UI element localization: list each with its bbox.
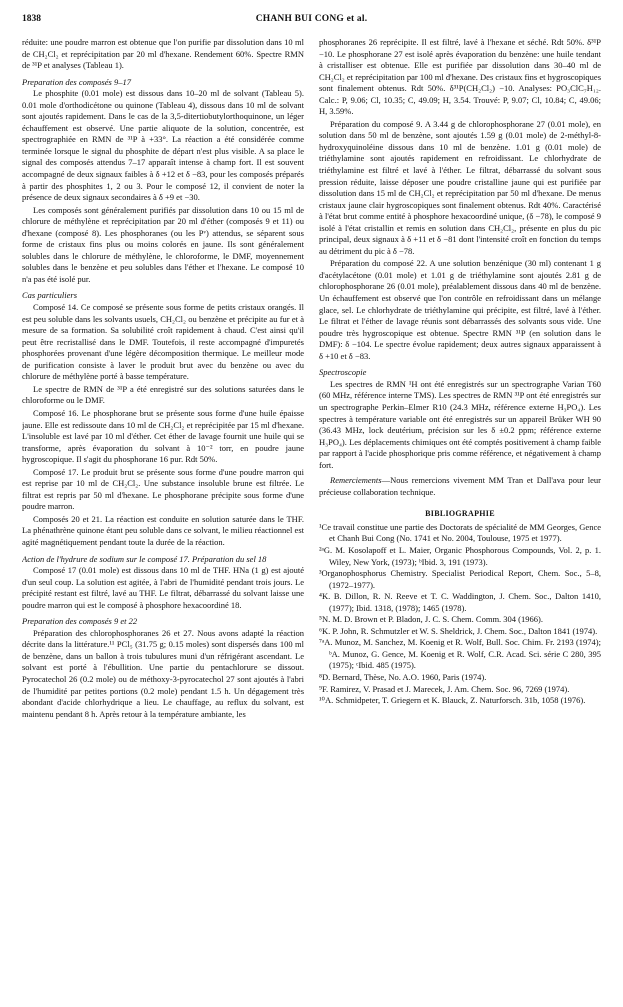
body-paragraph: phosphoranes 26 reprécipite. Il est filtré, lavé à l'hexane et séché. Rdt 50%. δ³¹P −10. Le phosphorane 27 est isolé après évaporation du benzène: une huile tendant à cristalliser est obtenue. Elle est purifiée par dissolution dans 30–40 ml de CH₂Cl₂ et reprécipitation par 100 ml d'hexane. Des cristaux fins et hygroscopiques sont finalement obtenus. Rdt 50%. δ³¹P(CH₂Cl₂) −10. Analyses: PO₃ClC₇H₁₂. Calc.: P, 9.06; Cl, 10.35; C, 49.09; H, 3.54. Trouvé: P, 9.07; Cl, 10.84; C, 49.06; H, 3.59%. <box>319 37 601 117</box>
bibliography-list <box>319 522 601 707</box>
bibliography-title: BIBLIOGRAPHIE <box>425 509 495 519</box>
reference-item: ⁶K. P. John, R. Schmutzler et W. S. Sheldrick, J. Chem. Soc., Dalton 1841 (1974). <box>319 625 598 636</box>
acknowledgement <box>319 475 601 498</box>
running-header <box>22 14 601 28</box>
body-paragraph: Le phosphite (0.01 mole) est dissous dans 10–20 ml de solvant (Tableau 5). 0.01 mole d'orthodicétone ou quinone (Tableau 4), dissous dans 10 ml de solvant sont ajoutés rapidement. Dans le cas de la 3,5-ditertiobutylorthoquinone, un léger échauffement est observé. Une partie aliquote de la solution, concentrée, est spectrographiée en RMN de ³¹P à +33°. La réaction a été considérée comme terminée lorsque le signal du phosphite de départ n'est plus visible. A sa place le signal des composés attendus 7–17 apparaît intense à champ fort. Il est souvent accompagné de deux signaux faibles à δ +12 et δ −83, pour les composés préparés à partir des phosphites 1, 2 ou 3. Pour le composé 12, il convient de noter la présence de deux signaux secondaires à δ +9 et −30. <box>22 88 304 203</box>
page-number: 1838 <box>22 14 41 24</box>
body-paragraph: Composé 14. Ce composé se présente sous forme de petits cristaux orangés. Il est peu soluble dans les solvants usuels, CH₂Cl₂ ou benzène et précipite au fur et à mesure de sa formation. Sa solubilité croît rapidement à chaud. C'est ainsi qu'il peut être recristallisé dans le DMF. Toutefois, il reste accompagné d'impuretés phosphorées provenant d'une légère décomposition thermique. Le meilleur mode de purification consiste à laver le produit brut avec du benzène ou avec du chlorure de méthylène porté à basse température. <box>22 302 304 382</box>
section-heading: Preparation des composés 9 et 22 <box>22 616 138 627</box>
left-column <box>22 37 304 997</box>
reference-item: ⁹F. Ramirez, V. Prasad et J. Marecek, J. Am. Chem. Soc. 96, 7269 (1974). <box>319 683 570 694</box>
body-paragraph: Préparation du composé 22. A une solution benzénique (30 ml) contenant 1 g d'acétylacétone (0.01 mole) et 1.01 g de triéthylamine sont ajoutés 2.81 g de chlorophosphorane 26 (0.01 mole), préalablement dissous dans 40 ml de benzène. Un échauffement est observé que l'on contrôle en refroidissant dans un mélange glace, sel. Le chlorhydrate de triéthylamine qui précipite, est filtré, lavé à l'éther. Le filtrat et l'éther de lavage réunis sont débarrassés des solvants sous vide. Une poudre très hygroscopique est obtenue. Spectre RMN ³¹P (en solution dans le DMF): δ −104. Le spectre évolue rapidement; deux autres signaux apparaissent à δ +10 et δ −83. <box>319 258 601 361</box>
reference-item: ¹⁰A. Schmidpeter, T. Griegern et K. Blauck, Z. Naturforsch. 31b, 1058 (1976). <box>319 695 586 706</box>
section-heading: Cas particuliers <box>22 290 78 301</box>
section-heading: Preparation des composés 9–17 <box>22 76 131 87</box>
running-title: CHANH BUI CONG et al. <box>255 14 368 24</box>
body-paragraph: Composé 17. Le produit brut se présente sous forme d'une poudre marron qui est reprise par 10 ml de CH₂Cl₂. Une substance insoluble brune est filtrée. Le filtrat est repris par 50 ml d'hexane. Le phosphorane précipite sous forme d'une poudre marron. <box>22 466 304 512</box>
section-heading: Spectroscopie <box>319 367 367 378</box>
acknowledgement-label: Remerciements <box>330 475 382 486</box>
right-column-body <box>319 37 601 471</box>
body-paragraph: Préparation du composé 9. A 3.44 g de chlorophosphorane 27 (0.01 mole), en solution dans 50 ml de benzène, sont ajoutés 1.59 g (0.01 mole) de 2-méthyl-8-hydroxyquinoléine dissous dans 10 ml de benzène. 1.01 g (0.01 mole) de triéthylamine sont ajoutés rapidement en refroidissant. Le chlorhydrate de triéthylamine est filtré et lavé à l'éther. Le filtrat, débarrassé du solvant sous pression réduite, laisse déposer une poudre cristalline jaune qui est purifiée par dissolution dans 15 ml de CH₂Cl₂ et reprécipitation par 50 ml d'hexane. De menus cristaux jaune clair hygroscopiques sont finalement obtenus. Rdt 40%. Caractérisé à l'état brut comme entité à phosphore hexacoordiné unique, (δ −78), le composé 9 isolé à l'état cristallin et remis en solution dans CH₂Cl₂, présente en plus du pic principal, deux signaux à δ +11 et δ −81 dont l'intensité croît en fonction du temps au détriment du pic à δ −78. <box>319 118 601 256</box>
reference-item: ⁴K. B. Dillon, R. N. Reeve et T. C. Waddington, J. Chem. Soc., Dalton 1410, (1977); Ibid. 1318, (1978); 1465 (1978). <box>319 591 601 613</box>
right-column <box>319 37 601 997</box>
body-paragraph: Le spectre de RMN de ³¹P a été enregistré sur des solutions saturées dans le chloroforme ou le DMF. <box>22 383 304 406</box>
reference-item: ¹Ce travail constitue une partie des Doctorats de spécialité de MM Georges, Gence et Chanh Bui Cong (No. 1741 et No. 2004, Toulouse, 1975 et 1977). <box>319 521 601 544</box>
body-paragraph: Composés 20 et 21. La réaction est conduite en solution saturée dans le THF. La phénathrène quinone étant peu soluble dans ce solvant, le milieu réactionnel est agité magnétiquement pendant toute la durée de la réaction. <box>22 513 304 547</box>
reference-item: ³Organophosphorus Chemistry. Specialist Periodical Report, Chem. Soc., 5–8, (1972–1977). <box>319 568 601 590</box>
body-paragraph: Les spectres de RMN ¹H ont été enregistrés sur un spectrographe Varian T60 (60 MHz, référence interne TMS). Les spectres de RMN ³¹P ont été enregistrés sur un spectrographe Perkin–Elmer R10 (24.3 MHz, référence externe H₃PO₄). Les spectres à température variable ont été enregistrés sur un appareil Brüker WH 90 (36.43 MHz, lock deutérium, précision sur les δ ±0.2 ppm; référence externe H₃PO₄). Les déplacements chimiques ont été comptés positivement à champ faible par rapport à l'acide phosphorique pris comme référence, et négativement à champ fort. <box>319 378 601 470</box>
acknowledgement-text: —Nous remercions vivement MM Tran et Dall'ava pour leur précieuse collaboration technique. <box>319 475 601 497</box>
body-paragraph: Composé 16. Le phosphorane brut se présente sous forme d'une huile épaisse jaune. Elle est redissoute dans 10 ml de CH₂Cl₂ et reprécipitée par 15 ml d'hexane. L'insoluble est lavé par 10 ml d'éther. Cet éther de lavage fournit une huile qui se transforme, après évaporation du solvant à 10⁻² torr, en poudre jaune hygroscopique. Il s'agit du phosphorane 16 pur. Rdt 50%. <box>22 407 304 465</box>
reference-item: ⁵N. M. D. Brown et P. Bladon, J. C. S. Chem. Comm. 304 (1966). <box>319 614 543 625</box>
body-paragraph: Préparation des chlorophosphoranes 26 et 27. Nous avons adapté la réaction décrite dans la littérature.¹¹ PCl₅ (31.75 g; 0.15 moles) sont dispersés dans 100 ml de benzène, dans un ballon à trois tubulures muni d'un réfrigérant ascendant. Le solvant est porté à l'ébullition. Une partie du pentachlorure se dissout. Pyrocatechol 26 (0.2 mole) ou de méthoxy-3-pyrocatechol 27 sont ajoutés à l'abri de l'humidité par petites portions (0.2 mole) pendant 1.5 h. Un dégagement très abondant d'acide chlorhydrique a lieu. Le chauffage, au reflux du solvant, est maintenu pendant 8 h. Après retour à la température ambiante, les <box>22 627 304 719</box>
reference-item: ²ᵃG. M. Kosolapoff et L. Maier, Organic Phosphorous Compounds, Vol. 2, p. 1. Wiley, New York, (1973); ᵇIbid. 3, 191 (1973). <box>319 544 601 567</box>
body-paragraph: réduite: une poudre marron est obtenue que l'on purifie par dissolution dans 10 ml de CH₂Cl₂ et reprécipitation par 20 ml d'hexane. Rendement 60%. Spectre RMN de ³¹P et analyses (Tableau 1). <box>22 37 304 71</box>
section-heading: Action de l'hydrure de sodium sur le composé 17. Préparation du sel 18 <box>22 553 267 564</box>
reference-item: ⁷ᵃA. Munoz, M. Sanchez, M. Koenig et R. Wolf, Bull. Soc. Chim. Fr. 2193 (1974); ᵇA. Munoz, G. Gence, M. Koenig et R. Wolf, C.R. Acad. Sci. série C 280, 395 (1975); ᶜIbid. 485 (1975). <box>319 637 601 671</box>
body-paragraph: Composé 17 (0.01 mole) est dissous dans 10 ml de THF. HNa (1 g) est ajouté d'un seul coup. La solution est agitée, à l'abri de l'humidité pendant trois jours. Le précipité restant est filtré, lavé au THF. Le filtrat, débarrassé du solvant laisse une poudre marron qui est le composé à phosphore hexacoordiné 18. <box>22 565 304 610</box>
body-paragraph: Les composés sont généralement purifiés par dissolution dans 10 ou 15 ml de chlorure de méthylène et reprécipitation par 20 ml d'éther (composés 9 et 11) ou d'hexane (composé 8). Les phosphoranes (ou les Pᵛ) attendus, se séparent sous forme de cristaux fins plus ou moins colorés en jaune. Ils sont généralement solubles dans le chlorure de méthylène, le chloroforme, le DMF, moyennement solubles dans le benzène et peu solubles dans l'éther et l'hexane. Le composé 10 n'a pas été isolé pur. <box>22 204 304 284</box>
reference-item: ⁸D. Bernard, Thèse, No. A.O. 1960, Paris (1974). <box>319 671 487 682</box>
